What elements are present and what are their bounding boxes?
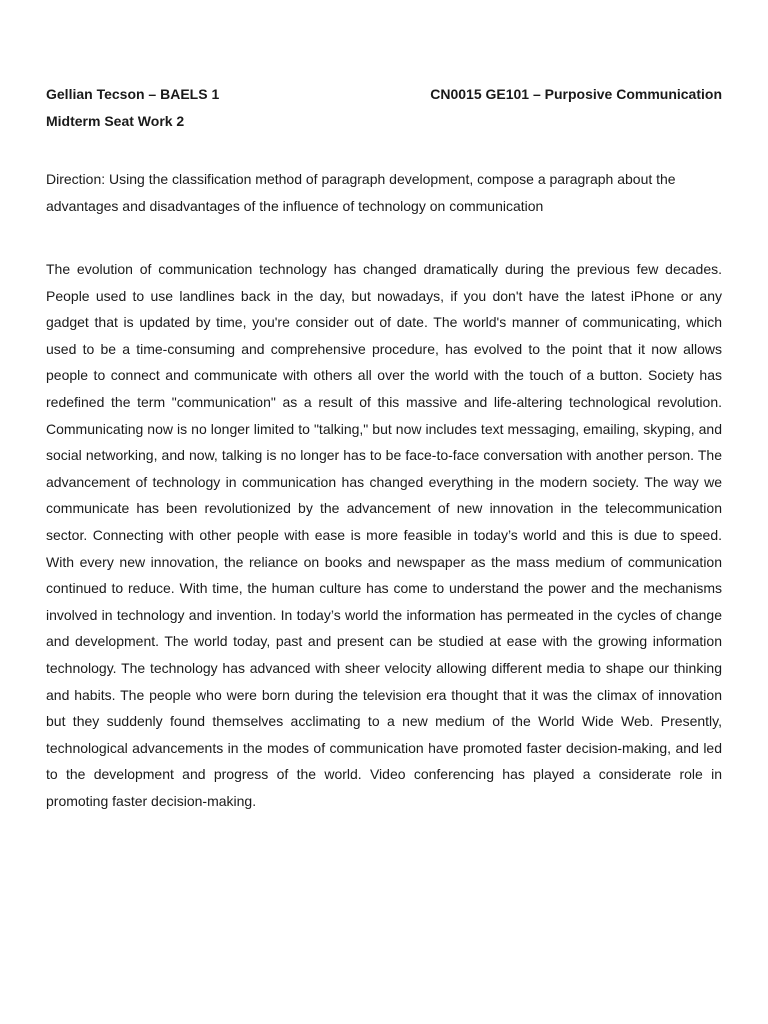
assignment-title: Midterm Seat Work 2 (46, 113, 185, 129)
student-name-section: Gellian Tecson – BAELS 1 (46, 86, 220, 102)
document-header (46, 86, 722, 106)
direction-text: Direction: Using the classification method of paragraph development, compose a paragraph about the advantages and disadvantages of the influence of technology on communication (46, 171, 676, 214)
body-paragraph: The evolution of communication technology has changed dramatically during the previous few decades. People used to use landlines back in the day, but nowadays, if you don't have the latest iPhone or any gadget that is updated by time, you're consider out of date. The world's manner of communicating, which used to be a time-consuming and comprehensive procedure, has evolved to the point that it now allows people to connect and communicate with others all over the world with the touch of a button. Society has redefined the term "communication" as a result of this massive and life-altering technological revolution. Communicating now is no longer limited to "talking," but now includes text messaging, emailing, skyping, and social networking, and now, talking is no longer has to be face-to-face conversation with another person. The advancement of technology in communication has changed everything in the modern society. The way we communicate has been revolutionized by the advancement of new innovation in the telecommunication sector. Connecting with other people with ease is more feasible in today’s world and this is due to speed. With every new innovation, the reliance on books and newspaper as the mass medium of communication continued to reduce. With time, the human culture has come to understand the power and the mechanisms involved in technology and invention. In today’s world the information has permeated in the cycles of change and development. The world today, past and present can be studied at ease with the growing information technology. The technology has advanced with sheer velocity allowing different media to shape our thinking and habits. The people who were born during the television era thought that it was the climax of innovation but they suddenly found themselves acclimating to a new medium of the World Wide Web. Presently, technological advancements in the modes of communication have promoted faster decision-making, and led to the development and progress of the world. Video conferencing has played a considerate role in promoting faster decision-making. (46, 261, 722, 809)
course-title: CN0015 GE101 – Purposive Communication (430, 86, 722, 102)
